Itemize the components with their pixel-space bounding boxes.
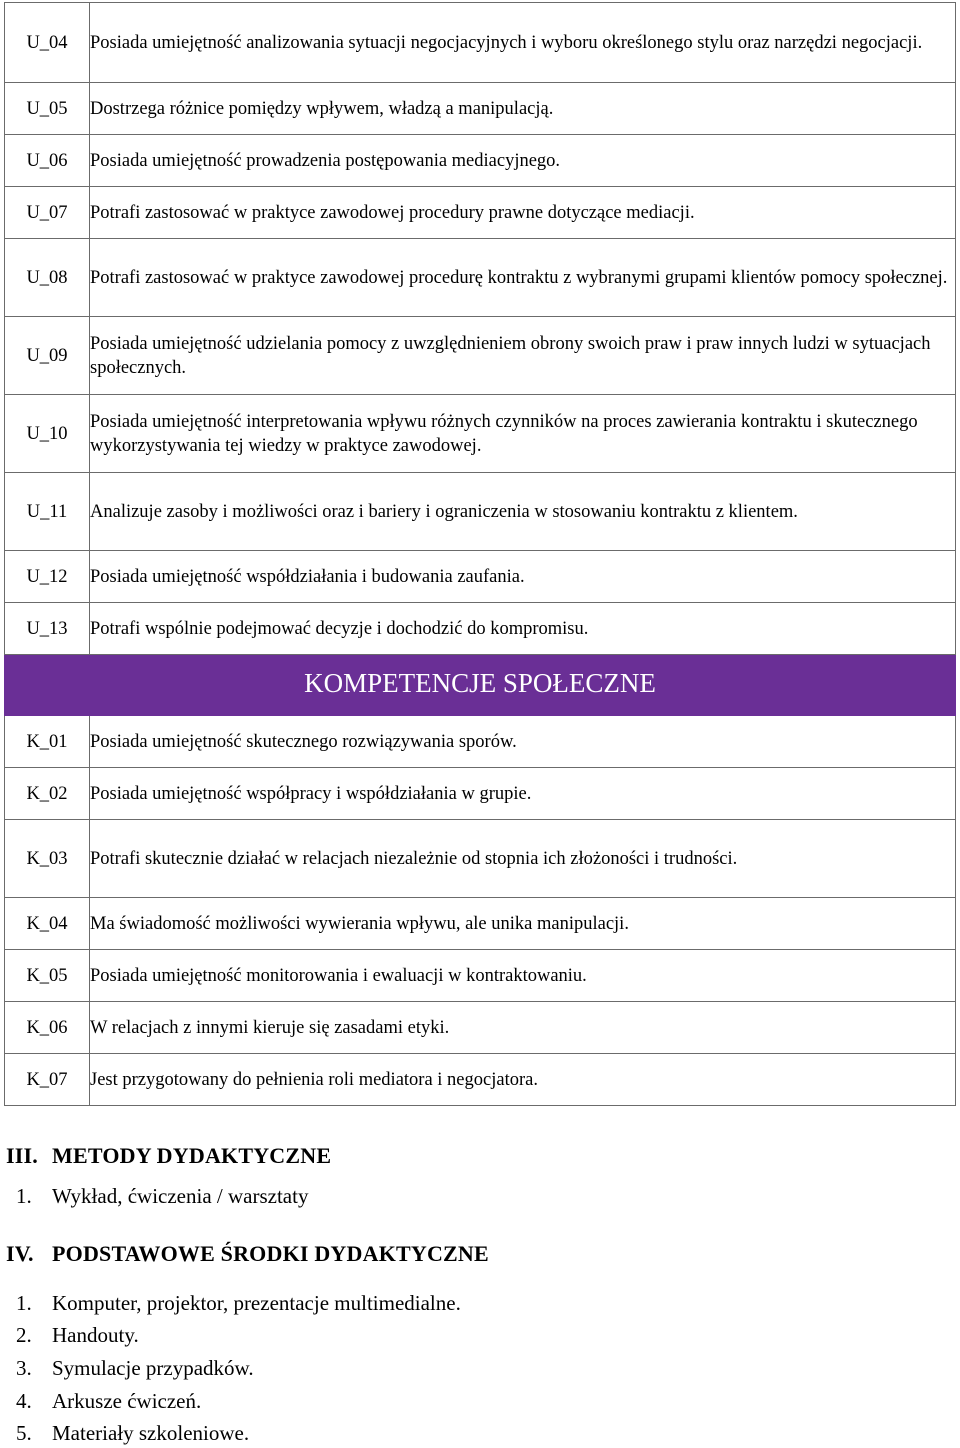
list-item <box>16 1421 249 1446</box>
list-item-number: 4. <box>16 1389 32 1413</box>
outcome-description: Analizuje zasoby i możliwości oraz i bariery i ograniczenia w stosowaniu kontraktu z klientem. <box>90 473 956 551</box>
outcome-code: U_05 <box>5 83 90 135</box>
list-item-number: 1. <box>16 1184 32 1208</box>
outcome-description: Jest przygotowany do pełnienia roli mediatora i negocjatora. <box>90 1054 956 1106</box>
list-item <box>16 1184 308 1209</box>
list-item <box>16 1291 461 1316</box>
table-row <box>5 135 956 187</box>
table-row <box>5 716 956 768</box>
list-item-text: Handouty. <box>52 1323 139 1347</box>
outcome-description: Ma świadomość możliwości wywierania wpływu, ale unika manipulacji. <box>90 898 956 950</box>
outcome-code: U_09 <box>5 317 90 395</box>
section-title: PODSTAWOWE ŚRODKI DYDAKTYCZNE <box>52 1241 489 1266</box>
outcome-description: Posiada umiejętność monitorowania i ewaluacji w kontraktowaniu. <box>90 950 956 1002</box>
outcome-code: K_01 <box>5 716 90 768</box>
outcome-code: U_08 <box>5 239 90 317</box>
outcome-code: K_05 <box>5 950 90 1002</box>
table-row <box>5 1054 956 1106</box>
outcome-code: U_12 <box>5 551 90 603</box>
table-row <box>5 551 956 603</box>
list-item-number: 3. <box>16 1356 32 1380</box>
outcome-description: Posiada umiejętność interpretowania wpływu różnych czynników na proces zawierania kontraktu i skutecznego wykorzystywania tej wiedzy w praktyce zawodowej. <box>90 395 956 473</box>
outcome-description: Posiada umiejętność prowadzenia postępowania mediacyjnego. <box>90 135 956 187</box>
outcome-code: U_10 <box>5 395 90 473</box>
table-row <box>5 239 956 317</box>
outcome-code: K_04 <box>5 898 90 950</box>
section-number: IV. <box>6 1241 34 1266</box>
outcome-description: Posiada umiejętność współdziałania i budowania zaufania. <box>90 551 956 603</box>
table-row <box>5 950 956 1002</box>
table-row <box>5 820 956 898</box>
outcome-description: Dostrzega różnice pomiędzy wpływem, władzą a manipulacją. <box>90 83 956 135</box>
learning-outcomes-table <box>4 2 956 1106</box>
table-row <box>5 83 956 135</box>
outcome-code: U_04 <box>5 3 90 83</box>
table-row <box>5 3 956 83</box>
outcome-code: K_03 <box>5 820 90 898</box>
outcome-description: Potrafi skutecznie działać w relacjach niezależnie od stopnia ich złożoności i trudności. <box>90 820 956 898</box>
list-item-text: Komputer, projektor, prezentacje multimedialne. <box>52 1291 461 1315</box>
section-number: III. <box>6 1143 38 1168</box>
outcome-code: U_13 <box>5 603 90 655</box>
section-title: METODY DYDAKTYCZNE <box>52 1143 332 1168</box>
outcome-description: W relacjach z innymi kieruje się zasadami etyki. <box>90 1002 956 1054</box>
outcome-description: Potrafi zastosować w praktyce zawodowej procedury prawne dotyczące mediacji. <box>90 187 956 239</box>
outcome-code: U_07 <box>5 187 90 239</box>
outcome-description: Posiada umiejętność udzielania pomocy z uwzględnieniem obrony swoich praw i praw innych ludzi w sytuacjach społecznych. <box>90 317 956 395</box>
outcome-code: U_06 <box>5 135 90 187</box>
table-row <box>5 1002 956 1054</box>
list-item-number: 1. <box>16 1291 32 1315</box>
outcome-description: Potrafi zastosować w praktyce zawodowej procedurę kontraktu z wybranymi grupami klientów pomocy społecznej. <box>90 239 956 317</box>
outcome-description: Potrafi wspólnie podejmować decyzje i dochodzić do kompromisu. <box>90 603 956 655</box>
outcome-code: U_11 <box>5 473 90 551</box>
section-heading-methods <box>6 1143 331 1169</box>
table-row <box>5 603 956 655</box>
outcome-description: Posiada umiejętność skutecznego rozwiązywania sporów. <box>90 716 956 768</box>
list-item-text: Materiały szkoleniowe. <box>52 1421 250 1445</box>
table-row <box>5 317 956 395</box>
list-item <box>16 1323 139 1348</box>
table-row <box>5 473 956 551</box>
table-row <box>5 898 956 950</box>
outcome-description: Posiada umiejętność analizowania sytuacji negocjacyjnych i wyboru określonego stylu oraz narzędzi negocjacji. <box>90 3 956 83</box>
section-header <box>5 655 956 716</box>
outcome-code: K_02 <box>5 768 90 820</box>
outcome-code: K_07 <box>5 1054 90 1106</box>
list-item-text: Wykład, ćwiczenia / warsztaty <box>52 1184 309 1208</box>
table-row <box>5 187 956 239</box>
list-item-text: Arkusze ćwiczeń. <box>52 1389 202 1413</box>
list-item-number: 2. <box>16 1323 32 1347</box>
list-item <box>16 1356 254 1381</box>
outcome-code: K_06 <box>5 1002 90 1054</box>
table-row <box>5 768 956 820</box>
list-item-number: 5. <box>16 1421 32 1445</box>
list-item <box>16 1389 201 1414</box>
outcome-description: Posiada umiejętność współpracy i współdziałania w grupie. <box>90 768 956 820</box>
list-item-text: Symulacje przypadków. <box>52 1356 254 1380</box>
section-title: KOMPETENCJE SPOŁECZNE <box>304 668 656 698</box>
section-heading-teaching-aids <box>6 1241 489 1267</box>
section-header-row <box>5 655 956 716</box>
table-row <box>5 395 956 473</box>
